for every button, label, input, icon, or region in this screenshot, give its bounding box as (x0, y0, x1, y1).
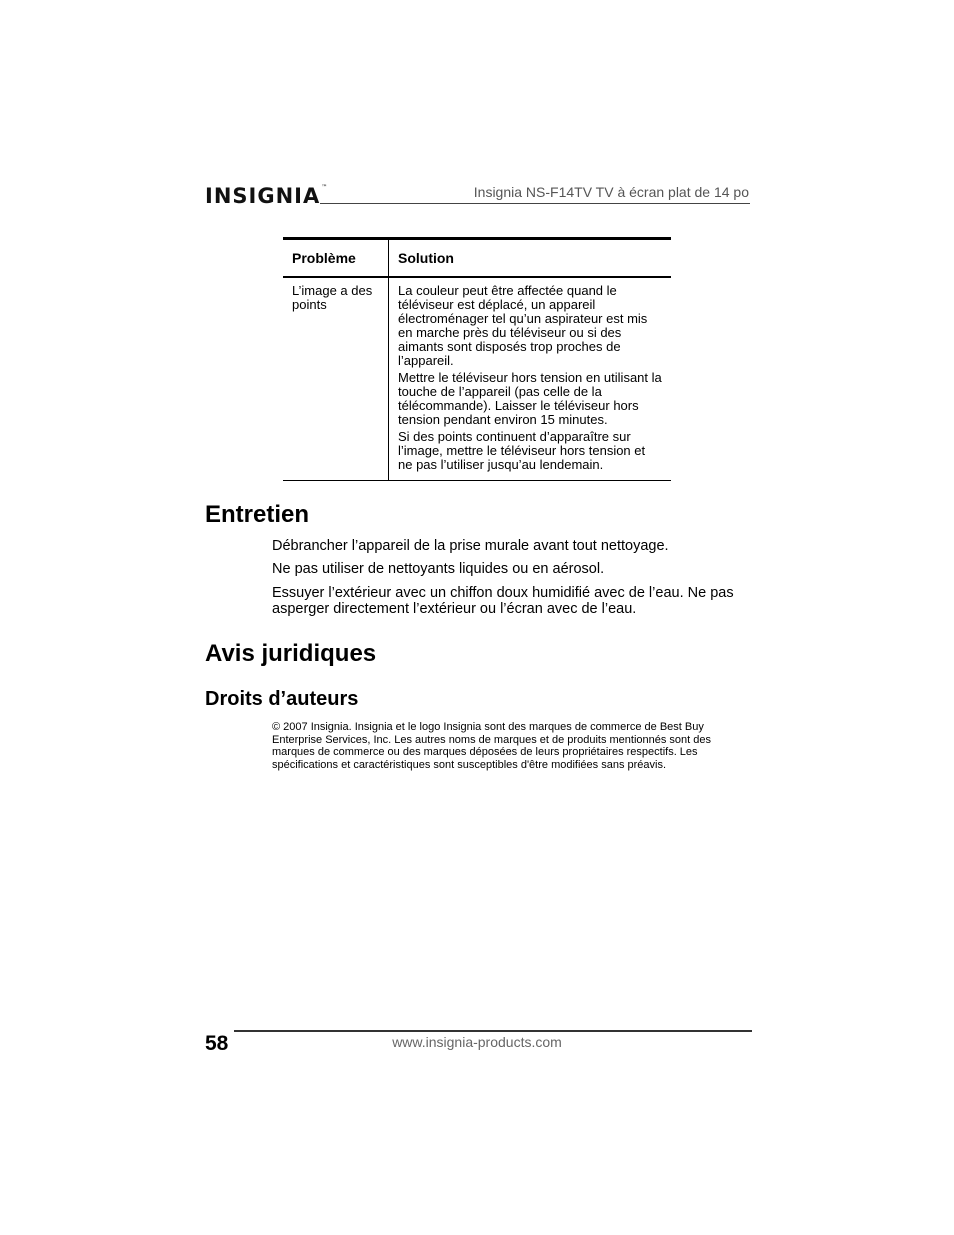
running-header-title: Insignia NS-F14TV TV à écran plat de 14 po (473, 184, 749, 200)
page-number: 58 (205, 1032, 229, 1055)
section-title-entretien: Entretien (205, 501, 310, 528)
solution-paragraph: La couleur peut être affectée quand le téléviseur est déplacé, un appareil électroménager tel qu’un aspirateur est mis en marche près du téléviseur ou si des aimants sont disposés trop proches de l’appareil. (398, 283, 648, 368)
footer-rule (234, 1030, 752, 1032)
troubleshooting-table (283, 237, 671, 481)
subsection-title-droits-auteurs: Droits d’auteurs (205, 688, 359, 710)
solution-paragraph: Si des points continuent d’apparaître sur l’image, mettre le téléviseur hors tension et ne pas l’utiliser jusqu’au lendemain. (398, 429, 646, 472)
table-row (283, 278, 671, 481)
copyright-notice: © 2007 Insignia. Insignia et le logo Insignia sont des marques de commerce de Best Buy Enterprise Services, Inc. Les autres noms de marques et de produits mentionnés sont des marques de commerce ou des marques déposées de leurs propriétaires respectifs. Les spécifications et caractéristiques sont susceptibles d'être modifiées sans préavis. (272, 721, 712, 771)
column-header-problem: Problème (283, 240, 389, 276)
trademark-mark: ™ (321, 184, 329, 191)
entretien-paragraph: Ne pas utiliser de nettoyants liquides ou en aérosol. (272, 561, 605, 577)
column-header-solution: Solution (398, 250, 454, 266)
table-header-row (283, 240, 671, 278)
footer-url: www.insignia-products.com (392, 1034, 562, 1050)
problem-cell: L’image a des points (283, 278, 389, 480)
solution-paragraph: Mettre le téléviseur hors tension en utilisant la touche de l’appareil (pas celle de la télécommande). Laisser le téléviseur hors tension pendant environ 15 minutes. (398, 370, 662, 427)
entretien-paragraph: Essuyer l’extérieur avec un chiffon doux humidifié avec de l’eau. Ne pas asperger directement l’extérieur ou l’écran avec de l’eau. (272, 585, 734, 617)
entretien-paragraph: Débrancher l’appareil de la prise murale avant tout nettoyage. (272, 538, 669, 554)
section-title-avis-juridiques: Avis juridiques (205, 640, 377, 667)
insignia-logo: INSIGNIA™ (205, 184, 329, 208)
header-rule (320, 203, 750, 204)
solution-cell (389, 278, 671, 480)
